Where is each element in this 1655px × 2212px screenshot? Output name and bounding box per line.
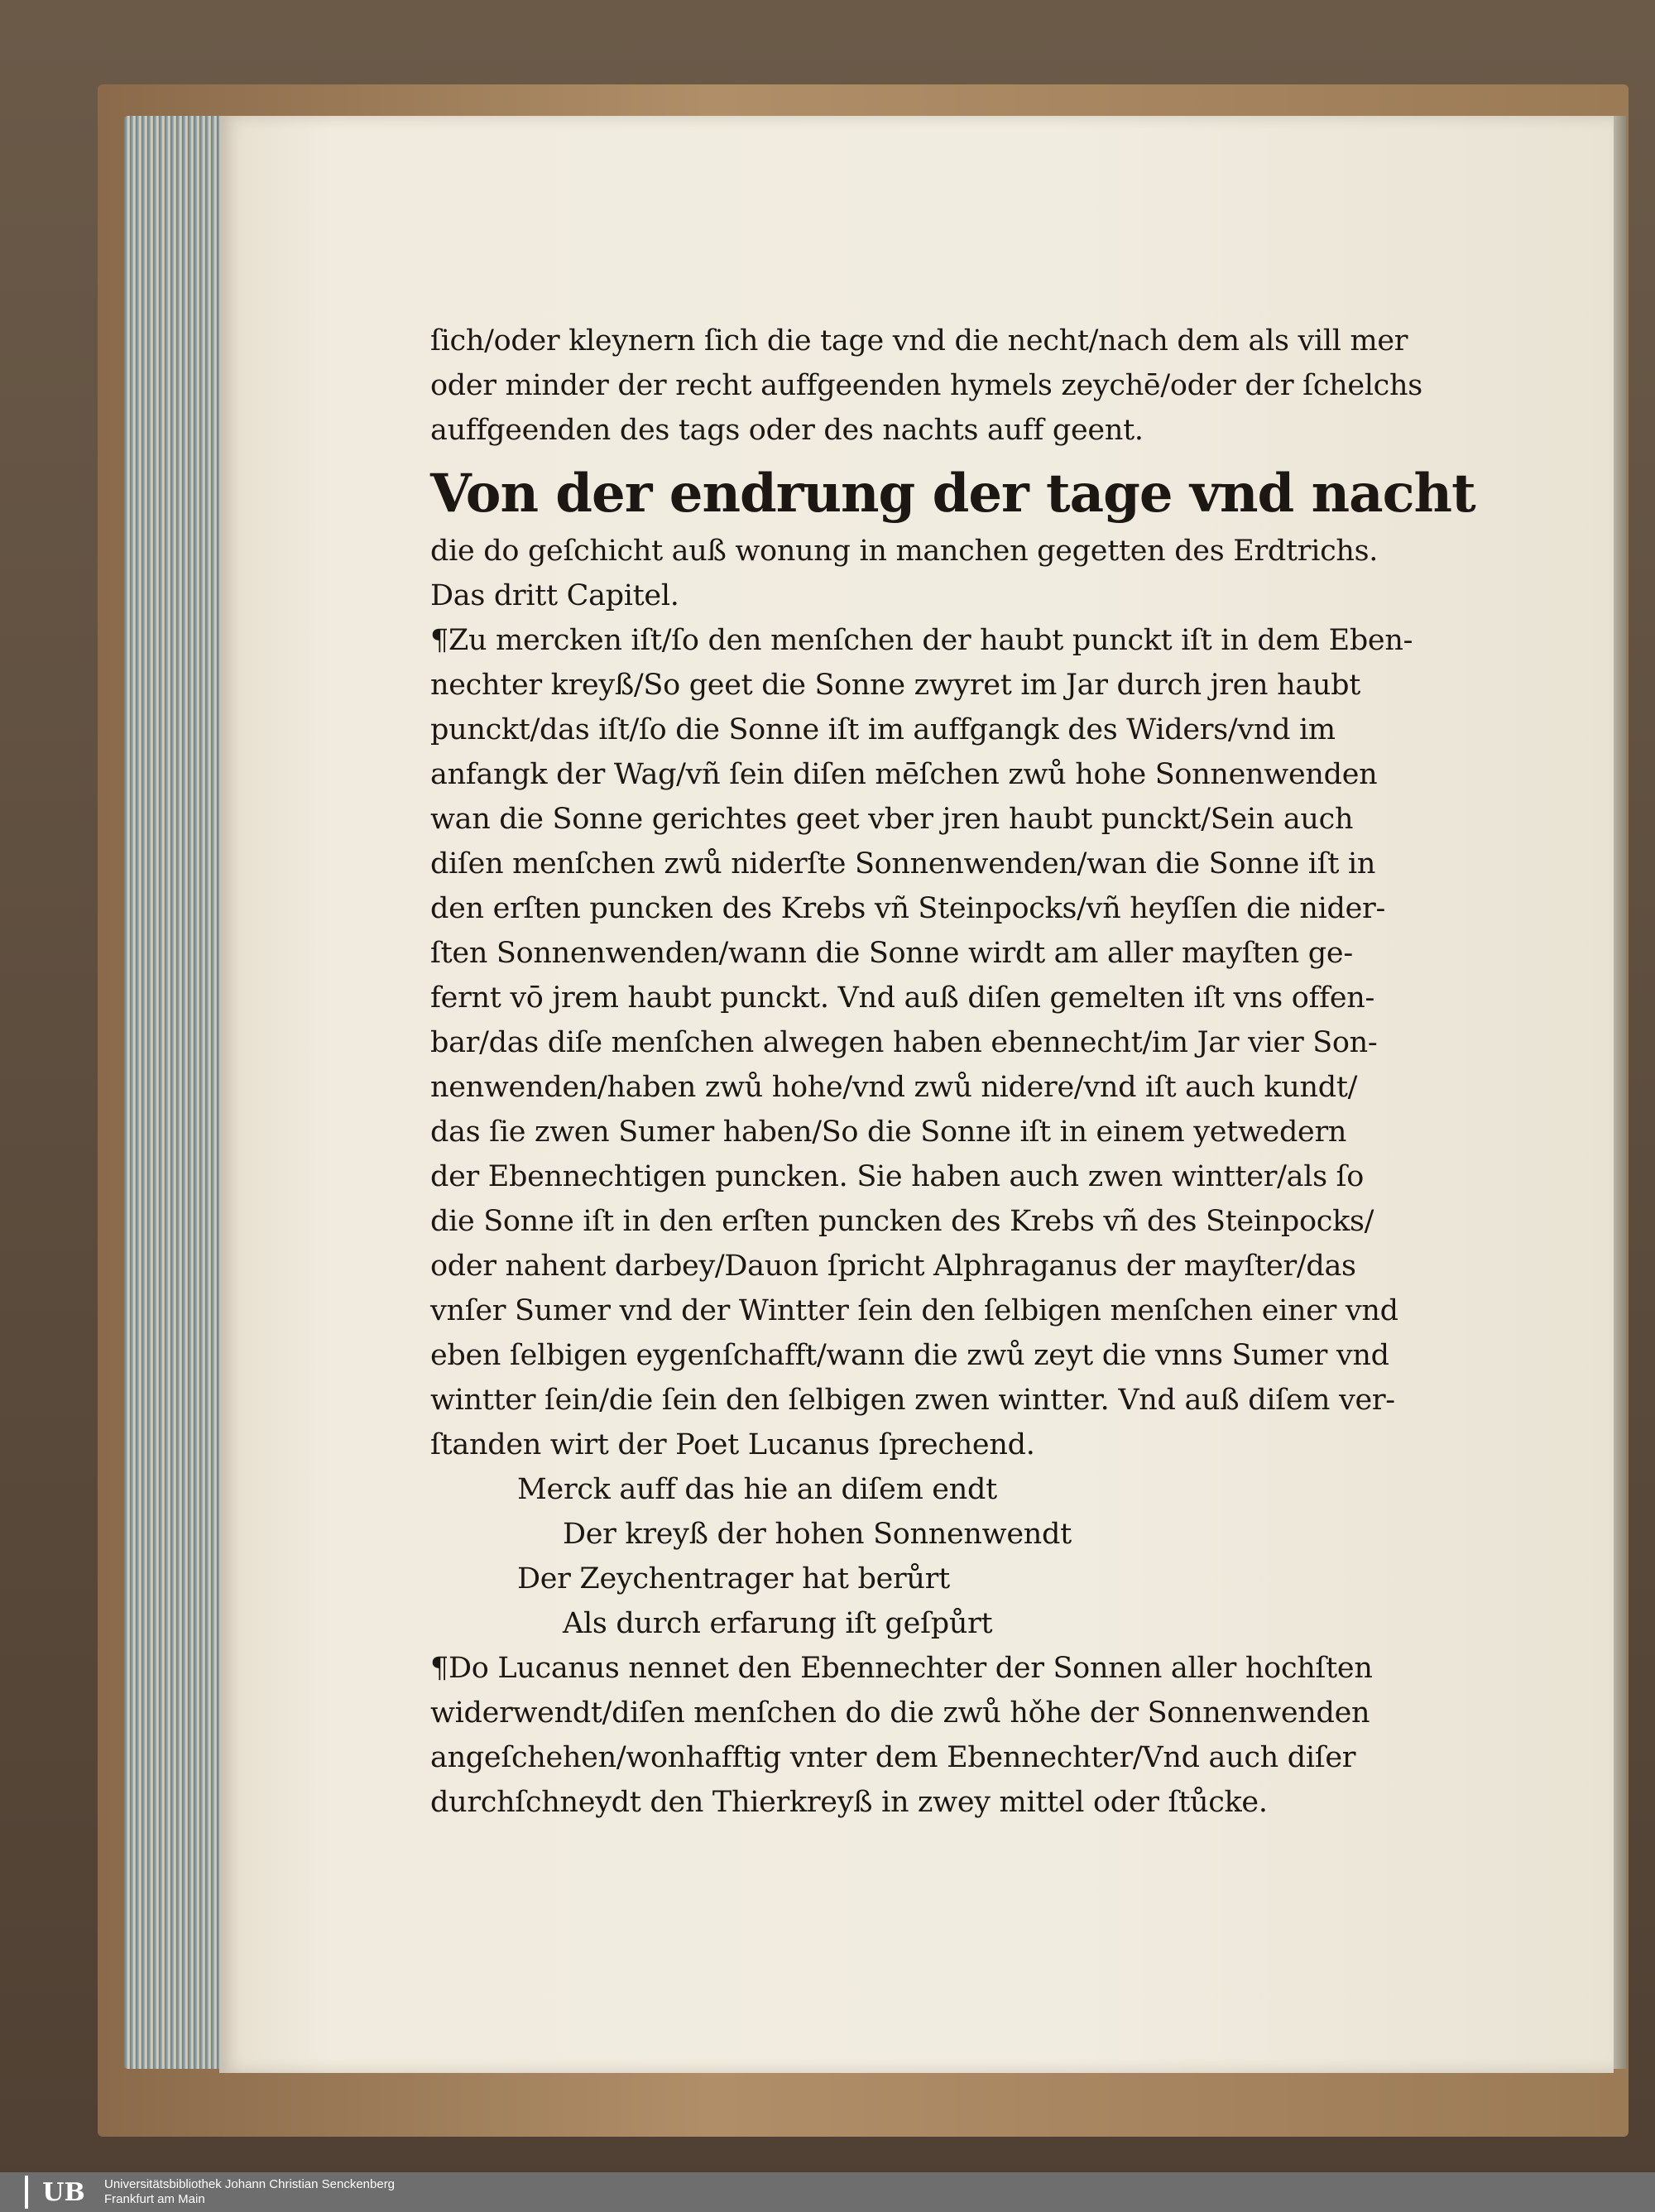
- body-line: den erſten puncken des Krebs vñ Steinpocks/vñ heyſſen die nider-: [430, 892, 1385, 925]
- verse-line: Der kreyß der hohen Sonnenwendt: [563, 1518, 1072, 1551]
- chapter-subheading: die do geſchicht auß wonung in manchen gegetten des Erdtrichs.: [430, 535, 1379, 568]
- body-line: anfangk der Wag/vñ ſein diſen mēſchen zwů hohe Sonnenwenden: [430, 758, 1378, 791]
- body-line: wan die Sonne gerichtes geet vber jren haubt punckt/Sein auch: [430, 803, 1354, 836]
- body-line: ſtanden wirt der Poet Lucanus ſprechend.: [430, 1428, 1035, 1461]
- body-line: eben ſelbigen eygenſchafft/wann die zwů zeyt die vnns Sumer vnd: [430, 1339, 1389, 1372]
- library-footer: [0, 2172, 1655, 2212]
- closing-line: ¶Do Lucanus nennet den Ebennechter der Sonnen aller hochſten: [430, 1652, 1373, 1685]
- closing-line: widerwendt/diſen menſchen do die zwů hǒhe der Sonnenwenden: [430, 1696, 1370, 1730]
- closing-line: durchſchneydt den Thierkreyß in zwey mittel oder ſtůcke.: [430, 1786, 1268, 1819]
- text-block: [430, 319, 1531, 1825]
- body-line: oder nahent darbey/Dauon ſpricht Alphraganus der mayſter/das: [430, 1250, 1356, 1283]
- closing-line: angeſchehen/wonhafftig vnter dem Ebennechter/Vnd auch diſer: [430, 1741, 1356, 1774]
- chapter-number: Das dritt Capitel.: [430, 579, 679, 612]
- body-line: der Ebennechtigen puncken. Sie haben auch zwen wintter/als ſo: [430, 1160, 1365, 1193]
- page-edges: [124, 116, 232, 2069]
- text-line: ſich/oder kleynern ſich die tage vnd die necht/nach dem als vill mer: [430, 324, 1408, 357]
- body-line: diſen menſchen zwů niderſte Sonnenwenden/wan die Sonne iſt in: [430, 847, 1376, 880]
- verse-line: Der Zeychentrager hat berůrt: [517, 1562, 950, 1595]
- text-line: oder minder der recht auffgeenden hymels zeychē/oder der ſchelchs: [430, 369, 1422, 402]
- ub-logo: UB: [25, 2176, 93, 2209]
- body-line: punckt/das iſt/ſo die Sonne iſt im auffgangk des Widers/vnd im: [430, 713, 1336, 746]
- body-line: die Sonne iſt in den erſten puncken des Krebs vñ des Steinpocks/: [430, 1205, 1374, 1238]
- book-page: [219, 116, 1614, 2073]
- chapter-heading: Von der endrung der tage vnd nacht: [430, 463, 1475, 525]
- body-line: wintter ſein/die ſein den ſelbigen zwen wintter. Vnd auß diſem ver-: [430, 1384, 1395, 1417]
- text-line: auffgeenden des tags oder des nachts auff geent.: [430, 414, 1144, 447]
- body-line: das ſie zwen Sumer haben/So die Sonne iſt in einem yetwedern: [430, 1116, 1347, 1149]
- body-line: ¶Zu mercken iſt/ſo den menſchen der haubt punckt iſt in dem Eben-: [430, 624, 1413, 657]
- verse-line: Merck auff das hie an diſem endt: [517, 1473, 997, 1506]
- body-line: fernt vō jrem haubt punckt. Vnd auß diſen gemelten iſt vns offen-: [430, 981, 1375, 1015]
- library-name-line1: Universitätsbibliothek Johann Christian Senckenberg: [104, 2177, 396, 2191]
- library-name: [104, 2177, 395, 2207]
- body-line: nenwenden/haben zwů hohe/vnd zwů nidere/vnd iſt auch kundt/: [430, 1071, 1358, 1104]
- body-line: vnſer Sumer vnd der Wintter ſein den ſelbigen menſchen einer vnd: [430, 1294, 1398, 1327]
- library-name-line2: Frankfurt am Main: [104, 2192, 205, 2206]
- body-line: ſten Sonnenwenden/wann die Sonne wirdt am aller mayſten ge-: [430, 937, 1353, 970]
- body-line: nechter kreyß/So geet die Sonne zwyret im Jar durch jren haubt: [430, 669, 1361, 702]
- verse-line: Als durch erfarung iſt geſpůrt: [563, 1607, 993, 1640]
- body-line: bar/das diſe menſchen alwegen haben ebennecht/im Jar vier Son-: [430, 1026, 1378, 1059]
